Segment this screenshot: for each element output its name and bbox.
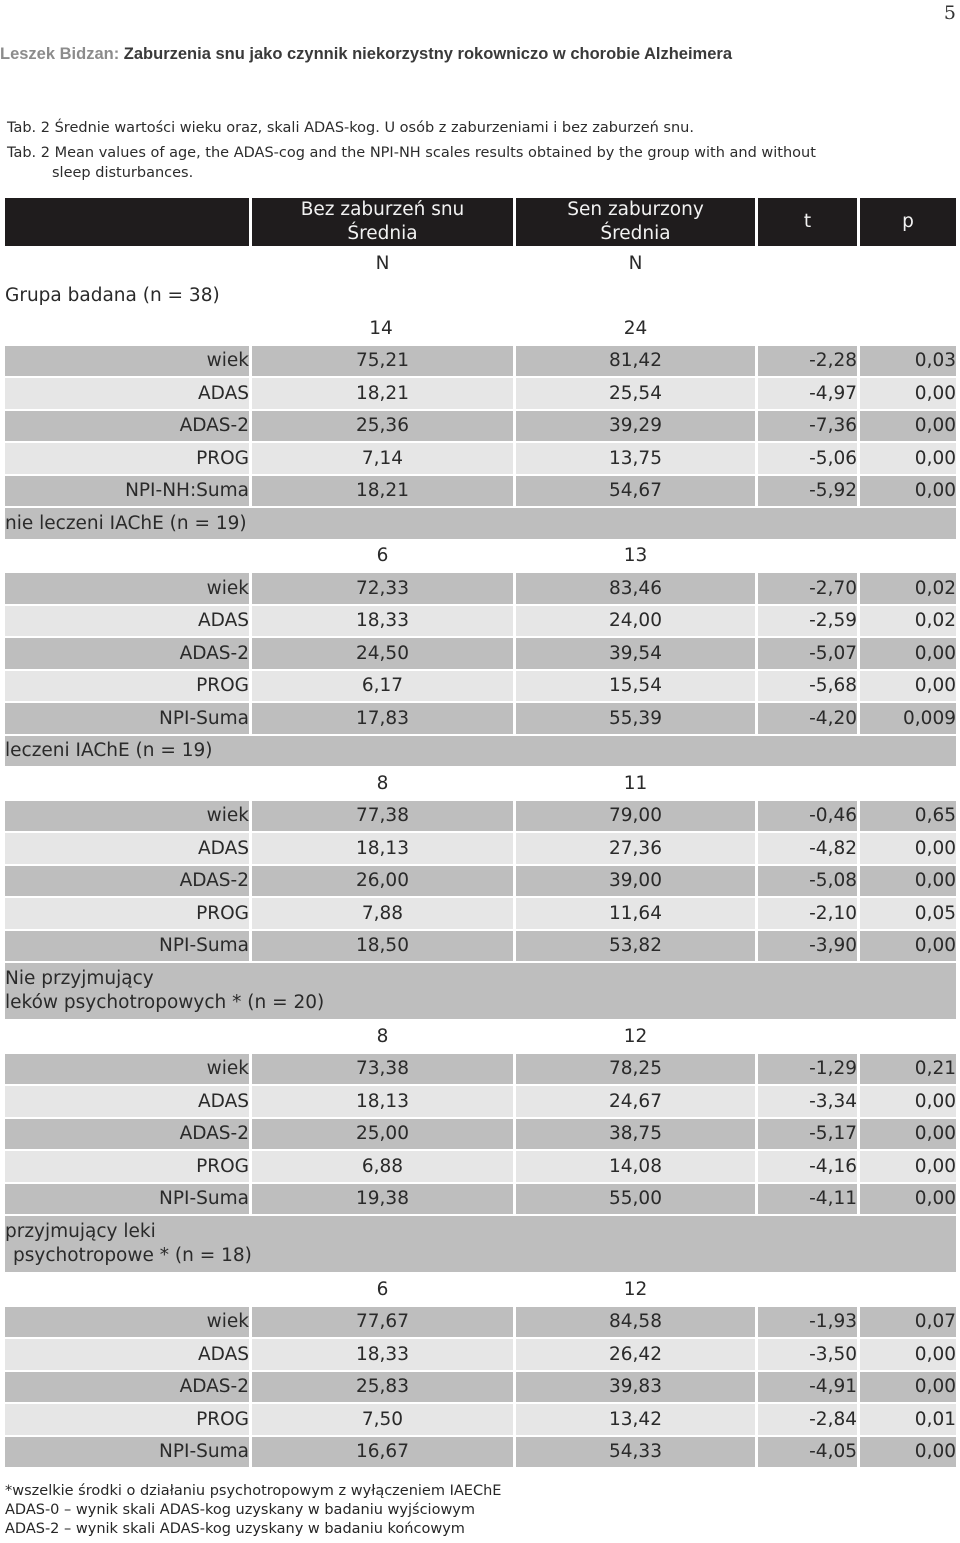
t-value: -7,36 <box>755 411 857 442</box>
row-label: PROG <box>5 1151 249 1182</box>
mean-without: 75,21 <box>249 346 513 377</box>
empty-cell <box>755 313 857 344</box>
mean-with: 81,42 <box>513 346 755 377</box>
p-value: 0,05 <box>857 898 956 929</box>
mean-without: 18,33 <box>249 606 513 637</box>
footnotes <box>5 1482 945 1539</box>
p-value: 0,00 <box>857 866 956 897</box>
p-value: 0,009 <box>857 703 956 734</box>
row-label: NPI-Suma <box>5 931 249 962</box>
table-row <box>5 1437 956 1468</box>
row-label: ADAS <box>5 606 249 637</box>
group-label-line1: Nie przyjmujący <box>5 968 154 989</box>
mean-with: 24,67 <box>513 1086 755 1117</box>
t-value: -3,90 <box>755 931 857 962</box>
n-without: 8 <box>249 768 513 799</box>
mean-with: 53,82 <box>513 931 755 962</box>
empty-cell <box>755 768 857 799</box>
empty-cell <box>857 248 956 279</box>
row-label: ADAS <box>5 1339 249 1370</box>
row-label: ADAS <box>5 833 249 864</box>
p-value: 0,65 <box>857 801 956 832</box>
n-with: 11 <box>513 768 755 799</box>
t-value: -5,68 <box>755 671 857 702</box>
mean-without: 72,33 <box>249 573 513 604</box>
n-label-without: N <box>249 248 513 279</box>
row-label: NPI-Suma <box>5 1437 249 1468</box>
mean-with: 38,75 <box>513 1119 755 1150</box>
p-value: 0,00 <box>857 476 956 507</box>
t-value: -4,91 <box>755 1372 857 1403</box>
mean-with: 55,39 <box>513 703 755 734</box>
table-row <box>5 443 956 474</box>
t-value: -4,11 <box>755 1184 857 1215</box>
p-value: 0,00 <box>857 1437 956 1468</box>
t-value: -3,50 <box>755 1339 857 1370</box>
row-label: PROG <box>5 671 249 702</box>
group-label-line1: przyjmujący leki <box>5 1221 156 1242</box>
t-value: -3,34 <box>755 1086 857 1117</box>
p-value: 0,07 <box>857 1307 956 1338</box>
header-with-disturbances: Sen zaburzony Średnia <box>513 198 755 246</box>
header-t: t <box>755 198 857 246</box>
row-label: PROG <box>5 443 249 474</box>
running-header <box>0 45 960 64</box>
header-title: Zaburzenia snu jako czynnik niekorzystny rokowniczo w chorobie Alzheimera <box>123 45 733 63</box>
t-value: -4,97 <box>755 378 857 409</box>
empty-cell <box>857 281 956 312</box>
n-without: 6 <box>249 1274 513 1305</box>
table-row <box>5 1054 956 1085</box>
table-row <box>5 378 956 409</box>
empty-cell <box>5 541 249 572</box>
table-row <box>5 1307 956 1338</box>
p-value: 0,00 <box>857 443 956 474</box>
n-without: 14 <box>249 313 513 344</box>
caption-english-line1: Tab. 2 Mean values of age, the ADAS-cog and the NPI-NH scales results obtained by the group with and without <box>7 145 816 161</box>
t-value: -1,29 <box>755 1054 857 1085</box>
row-label: PROG <box>5 1404 249 1435</box>
t-value: -4,82 <box>755 833 857 864</box>
p-value: 0,00 <box>857 833 956 864</box>
t-value: -5,07 <box>755 638 857 669</box>
group-label-line2: psychotropowe * (n = 18) <box>13 1245 252 1266</box>
mean-with: 11,64 <box>513 898 755 929</box>
t-value: -2,70 <box>755 573 857 604</box>
mean-without: 19,38 <box>249 1184 513 1215</box>
row-label: PROG <box>5 898 249 929</box>
row-label: wiek <box>5 1307 249 1338</box>
table-row <box>5 573 956 604</box>
table-row <box>5 801 956 832</box>
row-label: ADAS-2 <box>5 638 249 669</box>
table-row <box>5 638 956 669</box>
table-header-row <box>5 198 956 246</box>
row-label: NPI-Suma <box>5 1184 249 1215</box>
t-value: -4,16 <box>755 1151 857 1182</box>
p-value: 0,00 <box>857 638 956 669</box>
mean-without: 7,14 <box>249 443 513 474</box>
mean-with: 24,00 <box>513 606 755 637</box>
row-label: wiek <box>5 346 249 377</box>
table-row <box>5 1086 956 1117</box>
results-table <box>5 196 956 1469</box>
mean-without: 6,17 <box>249 671 513 702</box>
mean-with: 55,00 <box>513 1184 755 1215</box>
p-value: 0,02 <box>857 573 956 604</box>
n-without: 8 <box>249 1021 513 1052</box>
row-label: NPI-Suma <box>5 703 249 734</box>
mean-with: 54,33 <box>513 1437 755 1468</box>
header-author: Leszek Bidzan: <box>0 45 120 63</box>
n-values-row <box>5 1021 956 1052</box>
mean-with: 39,00 <box>513 866 755 897</box>
mean-with: 39,29 <box>513 411 755 442</box>
mean-with: 26,42 <box>513 1339 755 1370</box>
row-label: NPI-NH:Suma <box>5 476 249 507</box>
t-value: -2,28 <box>755 346 857 377</box>
mean-with: 13,42 <box>513 1404 755 1435</box>
n-values-row <box>5 1274 956 1305</box>
t-value: -0,46 <box>755 801 857 832</box>
mean-without: 25,00 <box>249 1119 513 1150</box>
empty-cell <box>755 541 857 572</box>
group-title-row <box>5 736 956 767</box>
p-value: 0,00 <box>857 411 956 442</box>
header-blank-cell <box>5 198 249 246</box>
mean-without: 17,83 <box>249 703 513 734</box>
n-with: 12 <box>513 1274 755 1305</box>
p-value: 0,00 <box>857 1372 956 1403</box>
p-value: 0,00 <box>857 378 956 409</box>
group-label: nie leczeni IAChE (n = 19) <box>5 508 956 539</box>
group-label: Grupa badana (n = 38) <box>5 248 249 344</box>
mean-with: 84,58 <box>513 1307 755 1338</box>
p-value: 0,00 <box>857 931 956 962</box>
table-caption-english <box>7 143 952 183</box>
mean-with: 83,46 <box>513 573 755 604</box>
empty-cell <box>513 281 755 312</box>
empty-cell <box>5 1021 249 1052</box>
mean-without: 25,83 <box>249 1372 513 1403</box>
mean-without: 7,50 <box>249 1404 513 1435</box>
n-with: 13 <box>513 541 755 572</box>
table-row <box>5 1404 956 1435</box>
mean-with: 15,54 <box>513 671 755 702</box>
empty-cell <box>5 1274 249 1305</box>
table-row <box>5 606 956 637</box>
row-label: ADAS <box>5 378 249 409</box>
table-row <box>5 898 956 929</box>
p-value: 0,00 <box>857 1151 956 1182</box>
caption-english-line2: sleep disturbances. <box>52 165 194 181</box>
mean-with: 13,75 <box>513 443 755 474</box>
p-value: 0,00 <box>857 1086 956 1117</box>
mean-without: 18,33 <box>249 1339 513 1370</box>
empty-cell <box>755 281 857 312</box>
t-value: -5,08 <box>755 866 857 897</box>
group-label <box>5 1216 956 1272</box>
empty-cell <box>857 768 956 799</box>
t-value: -2,59 <box>755 606 857 637</box>
table-row <box>5 1339 956 1370</box>
empty-cell <box>857 313 956 344</box>
n-values-row <box>5 541 956 572</box>
row-label: wiek <box>5 1054 249 1085</box>
row-label: ADAS-2 <box>5 866 249 897</box>
row-label: wiek <box>5 801 249 832</box>
table-row <box>5 931 956 962</box>
n-without: 6 <box>249 541 513 572</box>
mean-without: 25,36 <box>249 411 513 442</box>
empty-cell <box>857 1274 956 1305</box>
mean-without: 16,67 <box>249 1437 513 1468</box>
table-body <box>5 248 956 1467</box>
table-row <box>5 411 956 442</box>
empty-cell <box>857 1021 956 1052</box>
mean-with: 14,08 <box>513 1151 755 1182</box>
mean-without: 18,13 <box>249 833 513 864</box>
table-row <box>5 1372 956 1403</box>
n-values-row <box>5 768 956 799</box>
mean-without: 18,13 <box>249 1086 513 1117</box>
footnote: ADAS-2 – wynik skali ADAS-kog uzyskany w badaniu końcowym <box>5 1521 465 1537</box>
group-title-row <box>5 508 956 539</box>
mean-with: 27,36 <box>513 833 755 864</box>
mean-without: 18,50 <box>249 931 513 962</box>
mean-without: 77,67 <box>249 1307 513 1338</box>
mean-without: 77,38 <box>249 801 513 832</box>
p-value: 0,00 <box>857 671 956 702</box>
table-caption-polish: Tab. 2 Średnie wartości wieku oraz, skali ADAS-kog. U osób z zaburzeniami i bez zaburzeń snu. <box>7 120 694 136</box>
row-label: ADAS-2 <box>5 1119 249 1150</box>
mean-without: 18,21 <box>249 378 513 409</box>
row-label: ADAS <box>5 1086 249 1117</box>
group-label: leczeni IAChE (n = 19) <box>5 736 956 767</box>
n-label-row <box>5 248 956 279</box>
mean-without: 26,00 <box>249 866 513 897</box>
table-row <box>5 1184 956 1215</box>
row-label: wiek <box>5 573 249 604</box>
empty-cell <box>857 541 956 572</box>
empty-cell <box>249 281 513 312</box>
n-with: 24 <box>513 313 755 344</box>
empty-cell <box>755 248 857 279</box>
table-row <box>5 866 956 897</box>
mean-without: 6,88 <box>249 1151 513 1182</box>
row-label: ADAS-2 <box>5 411 249 442</box>
t-value: -4,05 <box>755 1437 857 1468</box>
header-p: p <box>857 198 956 246</box>
p-value: 0,02 <box>857 606 956 637</box>
t-value: -4,20 <box>755 703 857 734</box>
t-value: -2,84 <box>755 1404 857 1435</box>
table-row <box>5 476 956 507</box>
mean-without: 73,38 <box>249 1054 513 1085</box>
t-value: -5,17 <box>755 1119 857 1150</box>
n-with: 12 <box>513 1021 755 1052</box>
p-value: 0,00 <box>857 1184 956 1215</box>
t-value: -5,92 <box>755 476 857 507</box>
t-value: -5,06 <box>755 443 857 474</box>
mean-with: 25,54 <box>513 378 755 409</box>
t-value: -2,10 <box>755 898 857 929</box>
p-value: 0,03 <box>857 346 956 377</box>
group-label-line2: leków psychotropowych * (n = 20) <box>5 992 325 1013</box>
table-row <box>5 703 956 734</box>
t-value: -1,93 <box>755 1307 857 1338</box>
mean-with: 79,00 <box>513 801 755 832</box>
footnote: ADAS-0 – wynik skali ADAS-kog uzyskany w badaniu wyjściowym <box>5 1502 476 1518</box>
p-value: 0,01 <box>857 1404 956 1435</box>
table-row <box>5 671 956 702</box>
mean-with: 39,83 <box>513 1372 755 1403</box>
mean-without: 18,21 <box>249 476 513 507</box>
n-label-with: N <box>513 248 755 279</box>
group-title-row <box>5 1216 956 1272</box>
empty-cell <box>755 1274 857 1305</box>
empty-cell <box>5 768 249 799</box>
group-label <box>5 963 956 1019</box>
group-title-row <box>5 963 956 1019</box>
mean-with: 39,54 <box>513 638 755 669</box>
p-value: 0,00 <box>857 1339 956 1370</box>
table-row <box>5 1119 956 1150</box>
table-row <box>5 1151 956 1182</box>
p-value: 0,00 <box>857 1119 956 1150</box>
mean-with: 78,25 <box>513 1054 755 1085</box>
mean-with: 54,67 <box>513 476 755 507</box>
row-label: ADAS-2 <box>5 1372 249 1403</box>
page-number: 5 <box>943 2 956 24</box>
footnote: *wszelkie środki o działaniu psychotropowym z wyłączeniem IAEChE <box>5 1483 502 1499</box>
empty-cell <box>755 1021 857 1052</box>
mean-without: 24,50 <box>249 638 513 669</box>
p-value: 0,21 <box>857 1054 956 1085</box>
header-without-disturbances: Bez zaburzeń snu Średnia <box>249 198 513 246</box>
mean-without: 7,88 <box>249 898 513 929</box>
table-row <box>5 346 956 377</box>
table-row <box>5 833 956 864</box>
